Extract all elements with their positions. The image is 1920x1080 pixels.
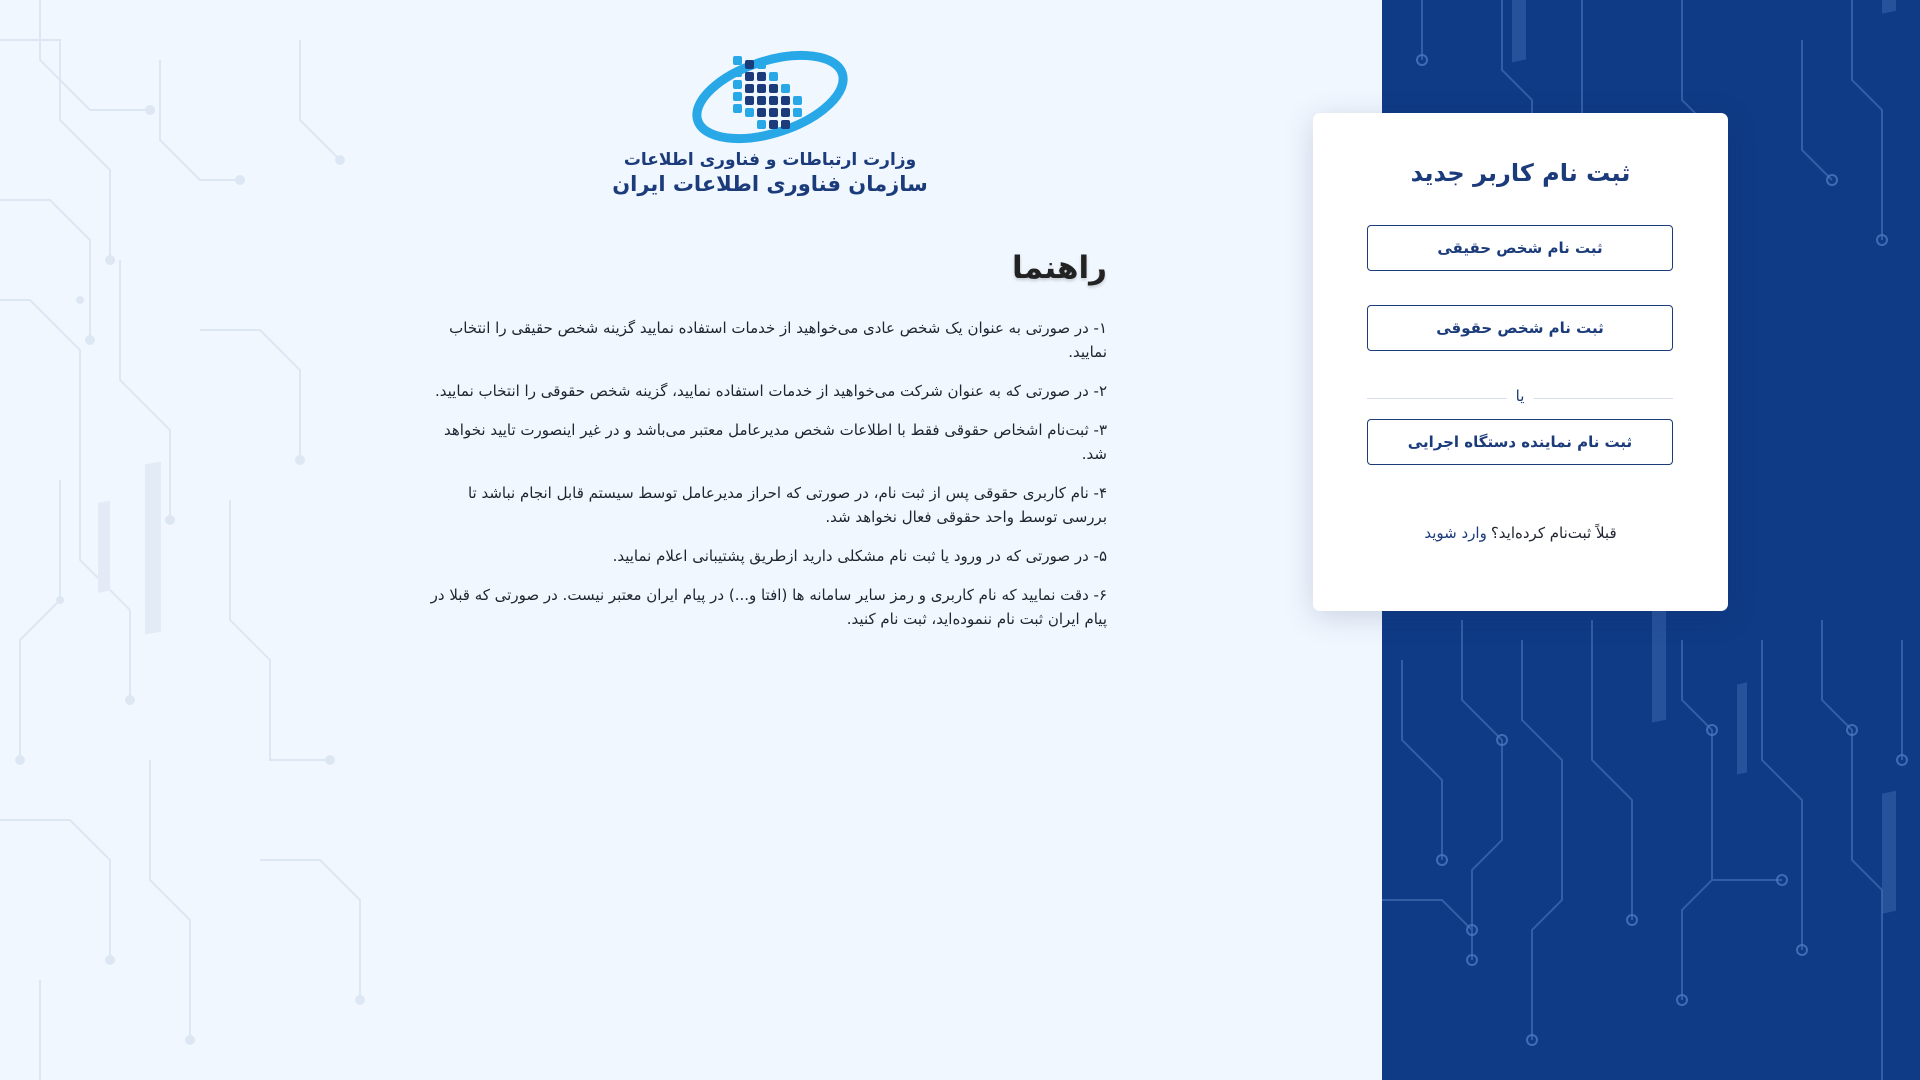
registration-card — [1313, 113, 1728, 611]
organization-logo — [600, 42, 940, 196]
or-label: یا — [1507, 387, 1534, 405]
login-prompt — [1313, 524, 1728, 542]
guide-item: ۴- نام کاربری حقوقی پس از ثبت نام، در صورتی که احراز مدیرعامل توسط سیستم قابل انجام نباشد تا بررسی توسط واحد حقوقی فعال نخواهد شد. — [467, 484, 1107, 526]
logo-ministry-name: وزارت ارتباطات و فناوری اطلاعات — [623, 150, 917, 170]
guide-section — [427, 250, 1107, 646]
executive-representative-register-button[interactable]: ثبت نام نماینده دستگاه اجرایی — [1367, 419, 1673, 465]
guide-item: ۲- در صورتی که به عنوان شرکت می‌خواهید از خدمات استفاده نمایید، گزینه شخص حقوقی را انتخاب نمایید. — [435, 382, 1107, 400]
natural-person-register-button[interactable]: ثبت نام شخص حقیقی — [1367, 225, 1673, 271]
guide-item: ۳- ثبت‌نام اشخاص حقوقی فقط با اطلاعات شخص مدیرعامل معتبر می‌باشد و در غیر اینصورت تایید نخواهد شد. — [444, 421, 1107, 463]
ito-logo-icon — [685, 42, 855, 146]
already-registered-text: قبلاً ثبت‌نام کرده‌اید؟ — [1490, 524, 1617, 542]
logo-organization-name: سازمان فناوری اطلاعات ایران — [612, 172, 928, 196]
legal-person-register-button[interactable]: ثبت نام شخص حقوقی — [1367, 305, 1673, 351]
or-divider — [1367, 385, 1673, 413]
guide-item: ۶- دقت نمایید که نام کاربری و رمز سایر سامانه ها (افتا و...) در پیام ایران معتبر نیست. در صورتی که قبلا در پیام ایران ثبت نام ننموده‌اید، ثبت نام کنید. — [430, 586, 1107, 628]
guide-item: ۵- در صورتی که در ورود یا ثبت نام مشکلی دارید ازطریق پشتیبانی اعلام نمایید. — [612, 547, 1107, 565]
guide-title: راهنما — [1011, 250, 1107, 286]
registration-title: ثبت نام کاربر جدید — [1410, 159, 1631, 187]
login-link[interactable]: وارد شوید — [1424, 524, 1487, 542]
guide-item: ۱- در صورتی به عنوان یک شخص عادی می‌خواهید از خدمات استفاده نمایید گزینه شخص حقیقی را انتخاب نمایید. — [449, 319, 1107, 361]
